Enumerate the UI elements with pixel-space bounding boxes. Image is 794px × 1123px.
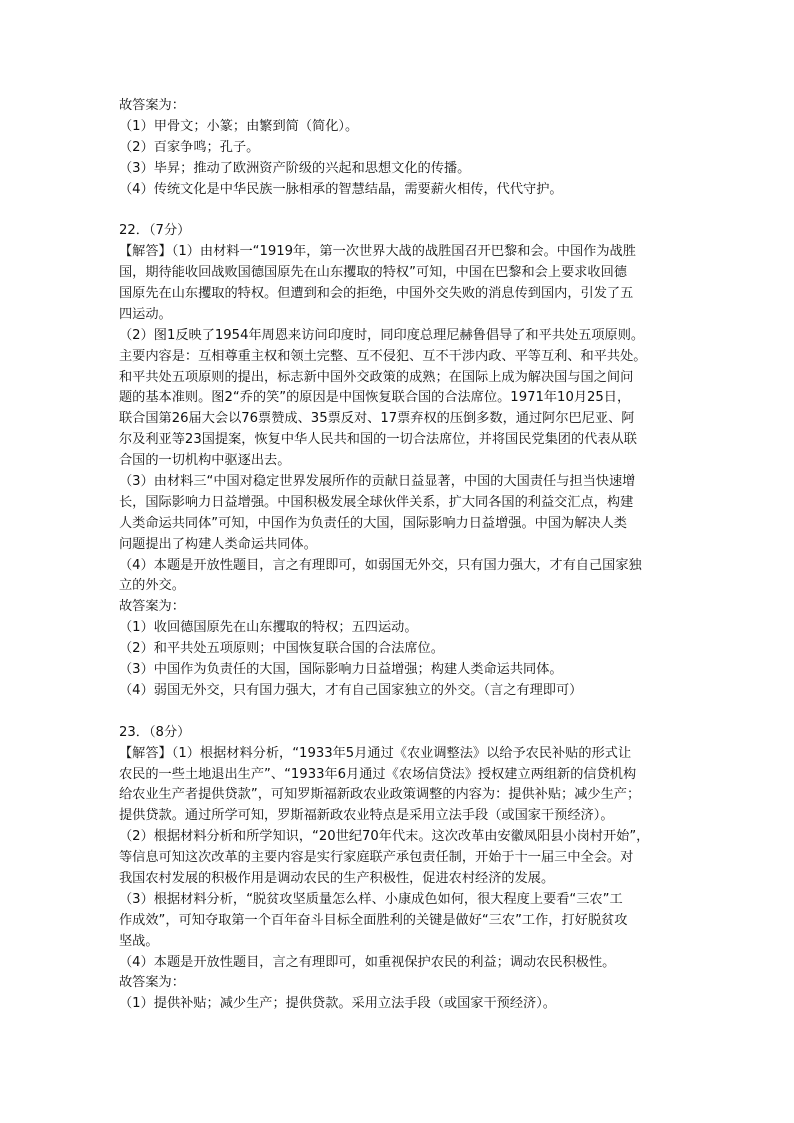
- text-line: （1）收回德国原先在山东攫取的特权；五四运动。: [119, 620, 418, 636]
- text-line: 立的外交。: [119, 578, 185, 594]
- text-line: 尔及利亚等23国提案，恢复中华人民共和国的一切合法席位，并将国民党集团的代表从联: [119, 432, 637, 448]
- text-line: （1）提供补贴；减少生产；提供贷款。采用立法手段（或国家干预经济）。: [119, 996, 556, 1012]
- text-line: 四运动。: [119, 306, 172, 322]
- text-line: 国，期待能收回战败国德国原先在山东攫取的特权”可知，中国在巴黎和会上要求收回德: [119, 265, 627, 281]
- text-line: 给农业生产者提供贷款”，可知罗斯福新政农业政策调整的内容为：提供补贴；减少生产；: [119, 787, 641, 803]
- question-heading: 23．（8分）: [119, 724, 191, 740]
- spacer: [119, 200, 679, 221]
- text-line: 国原先在山东攫取的特权。但遭到和会的拒绝，中国外交失败的消息传到国内，引发了五: [119, 286, 634, 302]
- text-line: 提供贷款。通过所学可知，罗斯福新政农业特点是采用立法手段（或国家干预经济）。: [119, 808, 614, 824]
- text-line: （2）根据材料分析和所学知识，“20世纪70年代末。这次改革由安徽凤阳县小岗村开始”，: [119, 829, 650, 845]
- text-line: 【解答】（1）由材料一“1919年，第一次世界大战的战胜国召开巴黎和会。中国作为战胜: [119, 244, 636, 260]
- text-line: 题的基本准则。图2“乔的笑”的原因是中国恢复联合国的合法席位。1971年10月25日，: [119, 390, 631, 406]
- text-line: （4）本题是开放性题目，言之有理即可，如重视保护农民的利益；调动农民积极性。: [119, 954, 616, 970]
- text-line: 【解答】（1）根据材料分析，“1933年5月通过《农业调整法》以给予农民补贴的形式让: [119, 745, 632, 761]
- text-line: 主要内容是：互相尊重主权和领土完整、互不侵犯、互不干涉内政、平等互利、和平共处。: [119, 348, 647, 364]
- text-line: 故答案为：: [119, 975, 185, 991]
- document-page: [119, 96, 679, 1015]
- text-line: 合国的一切机构中驱逐出去。: [119, 453, 291, 469]
- text-line: 农民的一些土地退出生产”、“1933年6月通过《农场信贷法》授权建立两组新的信贷机构: [119, 766, 637, 782]
- text-line: 问题提出了构建人类命运共同体。: [119, 536, 317, 552]
- text-line: （4）传统文化是中华民族一脉相承的智慧结晶，需要薪火相传，代代守护。: [119, 181, 563, 197]
- text-line: 故答案为：: [119, 98, 185, 113]
- text-line: （4）弱国无外交，只有国力强大，才有自己国家独立的外交。（言之有理即可）: [119, 682, 583, 698]
- text-line: （3）中国作为负责任的大国，国际影响力日益增强；构建人类命运共同体。: [119, 662, 563, 678]
- spacer: [119, 702, 679, 723]
- answer-block-23: [119, 723, 679, 1015]
- text-line: （1）甲骨文；小篆；由繁到简（简化）。: [119, 118, 359, 134]
- answer-block-22: [119, 221, 679, 701]
- text-line: （3）根据材料分析，“脱贫攻坚质量怎么样、小康成色如何，很大程度上要看“三农”工: [119, 891, 623, 907]
- text-line: （3）由材料三“中国对稳定世界发展所作的贡献日益显著，中国的大国责任与担当快速增: [119, 474, 636, 490]
- text-line: 联合国第26届大会以76票赞成、35票反对、17票弃权的压倒多数，通过阿尔巴尼亚、阿: [119, 411, 635, 427]
- text-line: 故答案为：: [119, 599, 185, 615]
- text-line: （3）毕昇；推动了欧洲资产阶级的兴起和思想文化的传播。: [119, 160, 471, 176]
- text-line: 人类命运共同体”可知，中国作为负责任的大国，国际影响力日益增强。中国为解决人类: [119, 515, 627, 531]
- text-line: 坚战。: [119, 933, 159, 949]
- answer-block-21: [119, 96, 679, 200]
- text-line: 等信息可知这次改革的主要内容是实行家庭联产承包责任制，开始于十一届三中全会。对: [119, 850, 634, 866]
- text-line: （2）图1反映了1954年周恩来访问印度时，同印度总理尼赫鲁倡导了和平共处五项原则。: [119, 327, 645, 343]
- text-line: 我国农村发展的积极作用是调动农民的生产积极性，促进农村经济的发展。: [119, 870, 555, 886]
- question-heading: 22．（7分）: [119, 223, 191, 239]
- text-line: （2）百家争鸣；孔子。: [119, 139, 260, 155]
- text-line: （2）和平共处五项原则；中国恢复联合国的合法席位。: [119, 641, 444, 657]
- text-line: 和平共处五项原则的提出，标志新中国外交政策的成熟；在国际上成为解决国与国之间问: [119, 369, 634, 385]
- text-line: （4）本题是开放性题目，言之有理即可，如弱国无外交，只有国力强大，才有自己国家独: [119, 557, 642, 573]
- text-line: 长，国际影响力日益增强。中国积极发展全球伙伴关系，扩大同各国的利益交汇点，构建: [119, 494, 634, 510]
- text-line: 作成效”，可知夺取第一个百年奋斗目标全面胜利的关键是做好“三农”工作，打好脱贫攻: [119, 912, 628, 928]
